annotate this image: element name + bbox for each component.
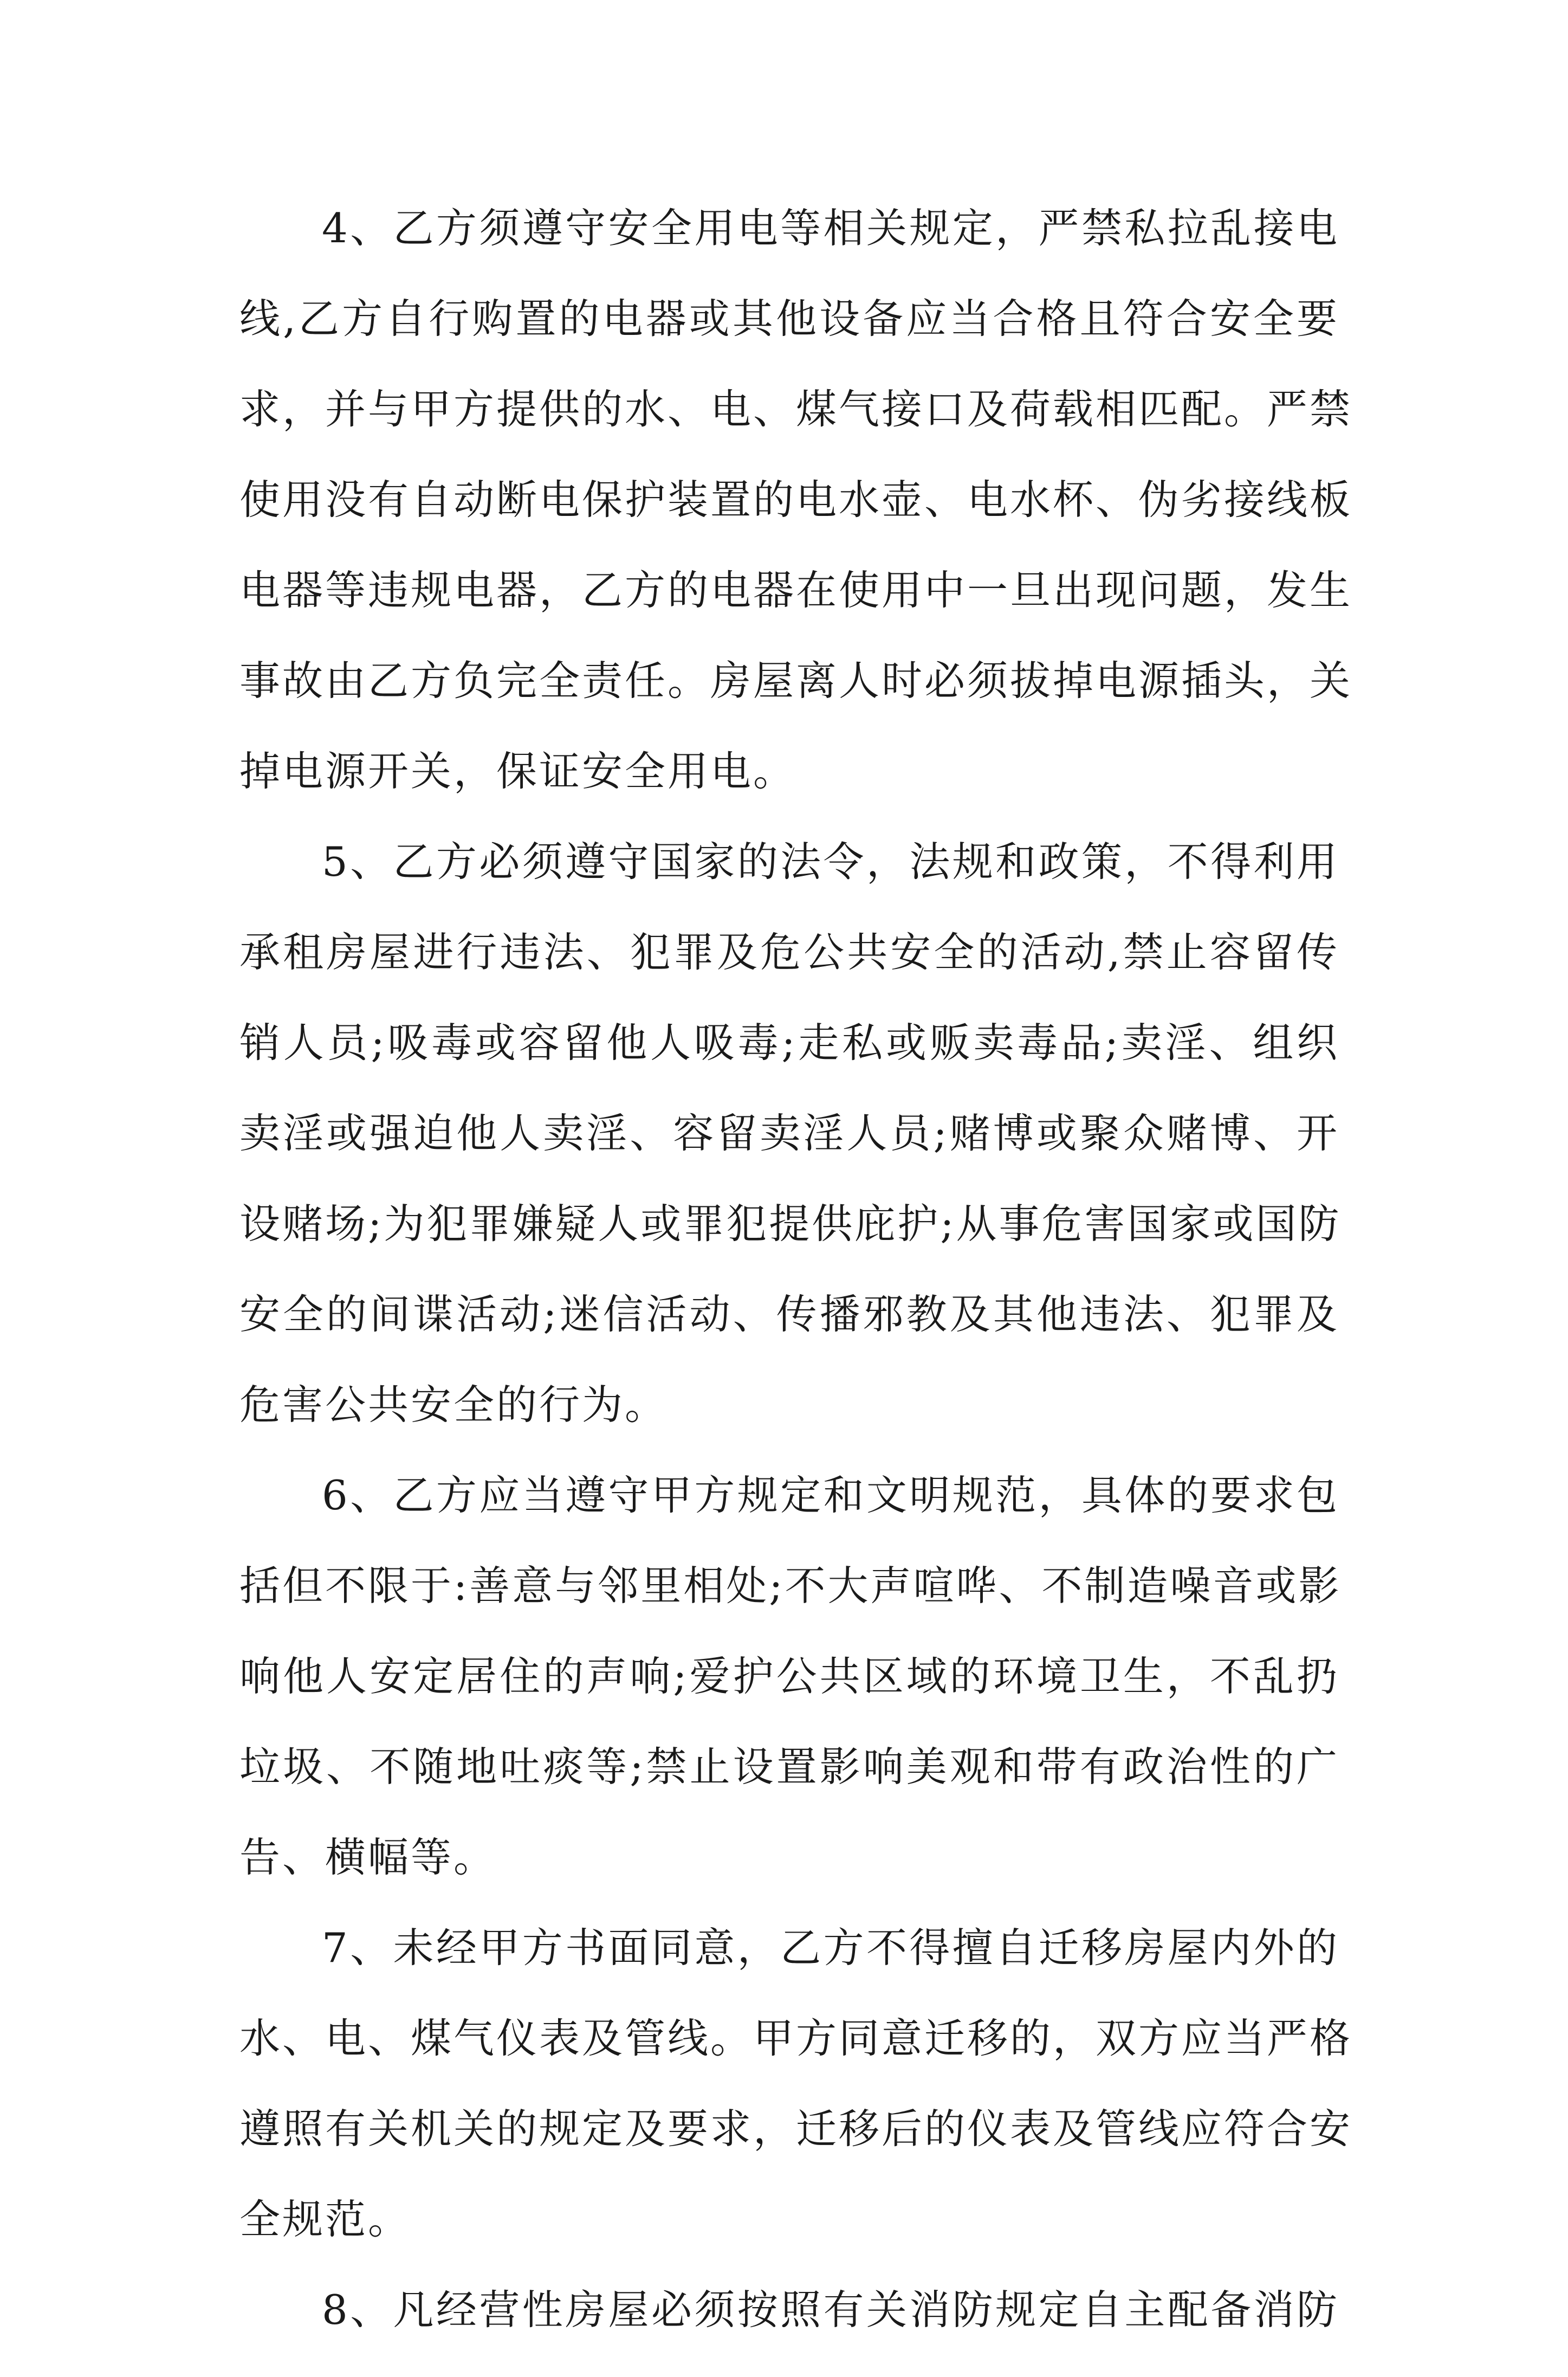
paragraph-4-line-2: 线,乙方自行购置的电器或其他设备应当合格且符合安全要 xyxy=(239,295,1339,343)
paragraph-4-line-6: 事故由乙方负完全责任。房屋离人时必须拔掉电源插头，关 xyxy=(239,657,1353,705)
paragraph-5-line-5: 设赌场;为犯罪嫌疑人或罪犯提供庇护;从事危害国家或国防 xyxy=(239,1200,1342,1248)
paragraph-7-line-1: 7、未经甲方书面同意，乙方不得擅自迁移房屋内外的 xyxy=(322,1924,1339,1972)
paragraph-4-line-5: 电器等违规电器，乙方的电器在使用中一旦出现问题，发生 xyxy=(239,566,1353,614)
paragraph-6-line-2: 括但不限于:善意与邻里相处;不大声喧哗、不制造噪音或影 xyxy=(239,1562,1342,1610)
paragraph-5-line-4: 卖淫或强迫他人卖淫、容留卖淫人员;赌博或聚众赌博、开 xyxy=(239,1109,1339,1157)
paragraph-4-line-1: 4、乙方须遵守安全用电等相关规定，严禁私拉乱接电 xyxy=(322,204,1339,252)
paragraph-6-line-5: 告、横幅等。 xyxy=(239,1833,497,1881)
paragraph-5-line-2: 承租房屋进行违法、犯罪及危公共安全的活动,禁止容留传 xyxy=(239,928,1339,976)
paragraph-6-line-3: 响他人安定居住的声响;爱护公共区域的环境卫生，不乱扔 xyxy=(239,1652,1339,1700)
paragraph-5-line-7: 危害公共安全的行为。 xyxy=(239,1381,668,1429)
paragraph-7-line-3: 遵照有关机关的规定及要求，迁移后的仪表及管线应符合安 xyxy=(239,2105,1353,2153)
paragraph-8-line-1: 8、凡经营性房屋必须按照有关消防规定自主配备消防 xyxy=(322,2286,1339,2334)
paragraph-7-line-2: 水、电、煤气仪表及管线。甲方同意迁移的，双方应当严格 xyxy=(239,2014,1353,2062)
paragraph-5-line-6: 安全的间谍活动;迷信活动、传播邪教及其他违法、犯罪及 xyxy=(239,1290,1339,1338)
paragraph-4-line-3: 求，并与甲方提供的水、电、煤气接口及荷载相匹配。严禁 xyxy=(239,385,1353,433)
paragraph-4-line-4: 使用没有自动断电保护装置的电水壶、电水杯、伪劣接线板 xyxy=(239,476,1353,524)
paragraph-5-line-3: 销人员;吸毒或容留他人吸毒;走私或贩卖毒品;卖淫、组织 xyxy=(239,1019,1339,1067)
paragraph-7-line-4: 全规范。 xyxy=(239,2195,411,2243)
paragraph-5-line-1: 5、乙方必须遵守国家的法令，法规和政策，不得利用 xyxy=(322,838,1339,886)
document-body xyxy=(239,204,1353,2377)
paragraph-6-line-4: 垃圾、不随地吐痰等;禁止设置影响美观和带有政治性的广 xyxy=(239,1743,1339,1791)
paragraph-6-line-1: 6、乙方应当遵守甲方规定和文明规范，具体的要求包 xyxy=(322,1471,1339,1519)
paragraph-4-line-7: 掉电源开关，保证安全用电。 xyxy=(239,747,796,795)
